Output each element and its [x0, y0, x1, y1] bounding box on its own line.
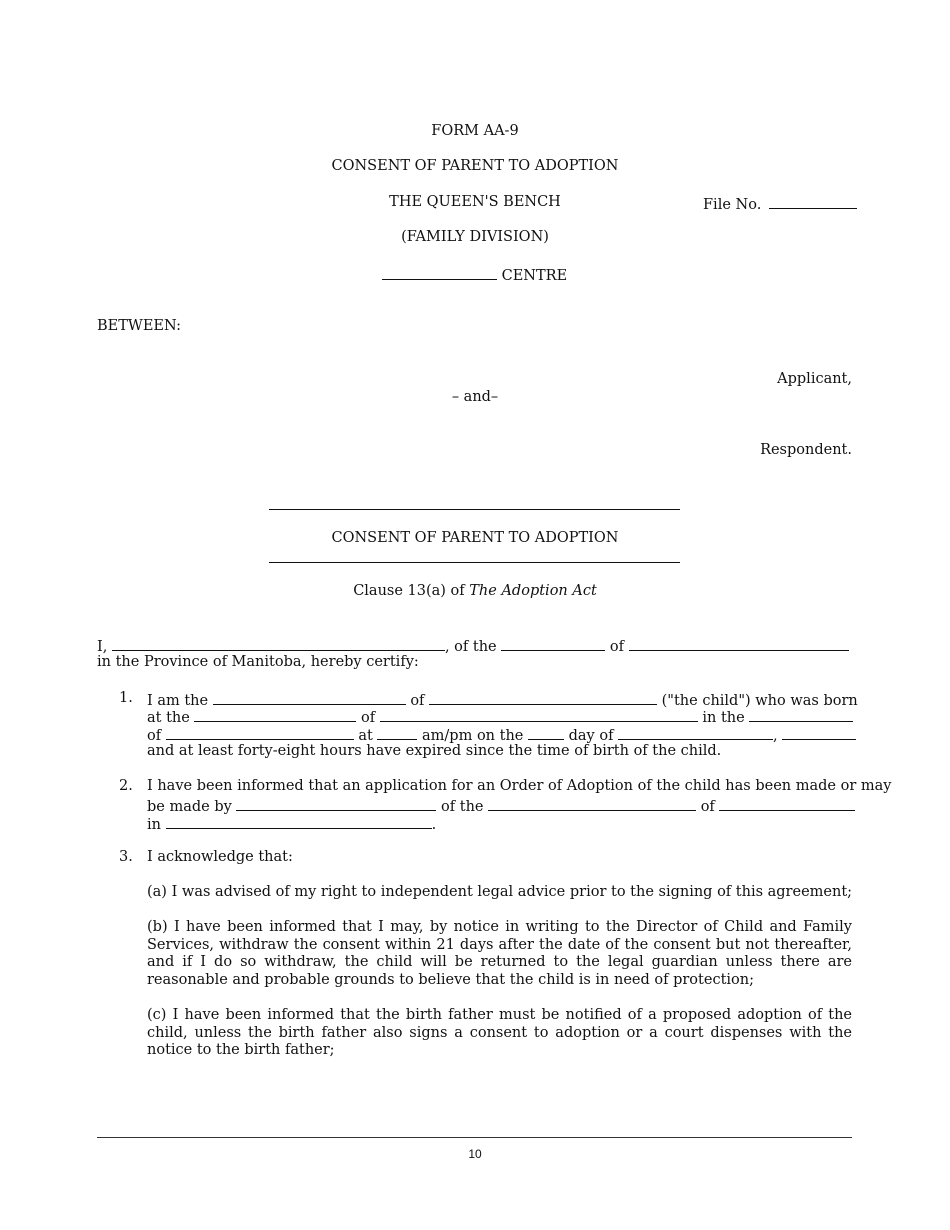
- applicant-place-type-field[interactable]: [488, 796, 696, 811]
- applicant-label: Applicant,: [777, 371, 852, 387]
- footer-rule: [97, 1137, 852, 1138]
- item1-text: of: [361, 710, 376, 726]
- respondent-label: Respondent.: [760, 442, 852, 458]
- item1-line1: [147, 690, 858, 709]
- item3-a: (a) I was advised of my right to independent legal advice prior to the signing of this agreement;: [147, 884, 853, 900]
- item3-c: (c) I have been informed that the birth father must be notified of a proposed adoption of the child, unless the birth father also signs a consent to adoption or a court dispenses with the notice to the birth father;: [147, 1007, 852, 1058]
- applicant-province-field[interactable]: [166, 814, 432, 829]
- between-label: BETWEEN:: [97, 318, 182, 334]
- item1-text: at the: [147, 710, 190, 726]
- province-line: in the Province of Manitoba, hereby certify:: [97, 654, 419, 670]
- birth-year-field[interactable]: [782, 725, 856, 740]
- item2-text: .: [431, 817, 437, 833]
- court-name: THE QUEEN'S BENCH: [389, 194, 561, 210]
- item1-text: at: [358, 728, 373, 744]
- item3-number: 3.: [119, 849, 133, 865]
- birth-region-type-field[interactable]: [749, 707, 853, 722]
- item2-line3: [147, 814, 852, 832]
- item3-intro: I acknowledge that:: [147, 849, 293, 865]
- birth-day-field[interactable]: [528, 725, 564, 740]
- page-number: 10: [468, 1147, 482, 1161]
- parent-name-field[interactable]: [112, 636, 445, 651]
- item2-text: of: [700, 799, 715, 815]
- intro-of: of: [609, 639, 624, 655]
- centre-label: CENTRE: [501, 268, 568, 284]
- consent-title: CONSENT OF PARENT TO ADOPTION: [331, 530, 619, 546]
- form-id: FORM AA-9: [431, 123, 519, 139]
- item2-line1: I have been informed that an application for an Order of Adoption of the child has been made or may: [147, 778, 892, 794]
- intro-line: [97, 636, 849, 655]
- title-rule-top: [269, 509, 680, 510]
- and-label: – and–: [451, 389, 499, 405]
- title-rule-bottom: [269, 562, 680, 563]
- item1-line4: and at least forty-eight hours have expired since the time of birth of the child.: [147, 743, 722, 759]
- item1-text: ("the child") who was born: [661, 693, 858, 709]
- applicant-place-name-field[interactable]: [719, 796, 855, 811]
- birth-place-name-field[interactable]: [380, 707, 698, 722]
- item2-text: be made by: [147, 799, 232, 815]
- item2-text: in: [147, 817, 161, 833]
- clause-reference: [0, 583, 950, 599]
- centre-line: [382, 265, 567, 284]
- item1-text: of: [410, 693, 425, 709]
- municipality-type-field[interactable]: [501, 636, 605, 651]
- item1-line2: [147, 707, 852, 725]
- item2-number: 2.: [119, 778, 133, 794]
- item1-text: day of: [568, 728, 614, 744]
- item1-text: in the: [702, 710, 745, 726]
- division: (FAMILY DIVISION): [401, 229, 549, 245]
- act-name: The Adoption Act: [469, 583, 597, 599]
- municipality-name-field[interactable]: [629, 636, 849, 651]
- item1-text: am/pm on the: [422, 728, 524, 744]
- item1-text: of: [147, 728, 162, 744]
- birth-month-field[interactable]: [618, 725, 773, 740]
- applicant-name-field[interactable]: [236, 796, 436, 811]
- birth-time-field[interactable]: [377, 725, 417, 740]
- centre-field[interactable]: [382, 265, 497, 280]
- birth-place-type-field[interactable]: [194, 707, 356, 722]
- item3-b: (b) I have been informed that I may, by notice in writing to the Director of Child and Family Services, withdraw the consent within 21 days after the date of the consent but not thereafter, and if I do so withdraw, the child will be returned to the legal guardian unless there are reasonable and probable grounds to believe that the child is in need of protection;: [147, 919, 852, 988]
- intro-of-the: , of the: [444, 639, 497, 655]
- child-name-field[interactable]: [429, 690, 657, 705]
- relationship-field[interactable]: [213, 690, 406, 705]
- file-no-label: File No.: [703, 197, 762, 213]
- birth-region-name-field[interactable]: [166, 725, 354, 740]
- intro-i: I,: [97, 639, 108, 655]
- item1-text: ,: [773, 728, 778, 744]
- item2-text: of the: [441, 799, 484, 815]
- item1-number: 1.: [119, 690, 133, 706]
- item1-line3: [147, 725, 852, 743]
- form-title: CONSENT OF PARENT TO ADOPTION: [331, 158, 619, 174]
- file-no: [703, 194, 857, 213]
- item2-line2: [147, 796, 852, 814]
- item1-text: I am the: [147, 693, 209, 709]
- file-no-field[interactable]: [769, 194, 857, 209]
- clause-prefix: Clause 13(a) of: [353, 583, 465, 599]
